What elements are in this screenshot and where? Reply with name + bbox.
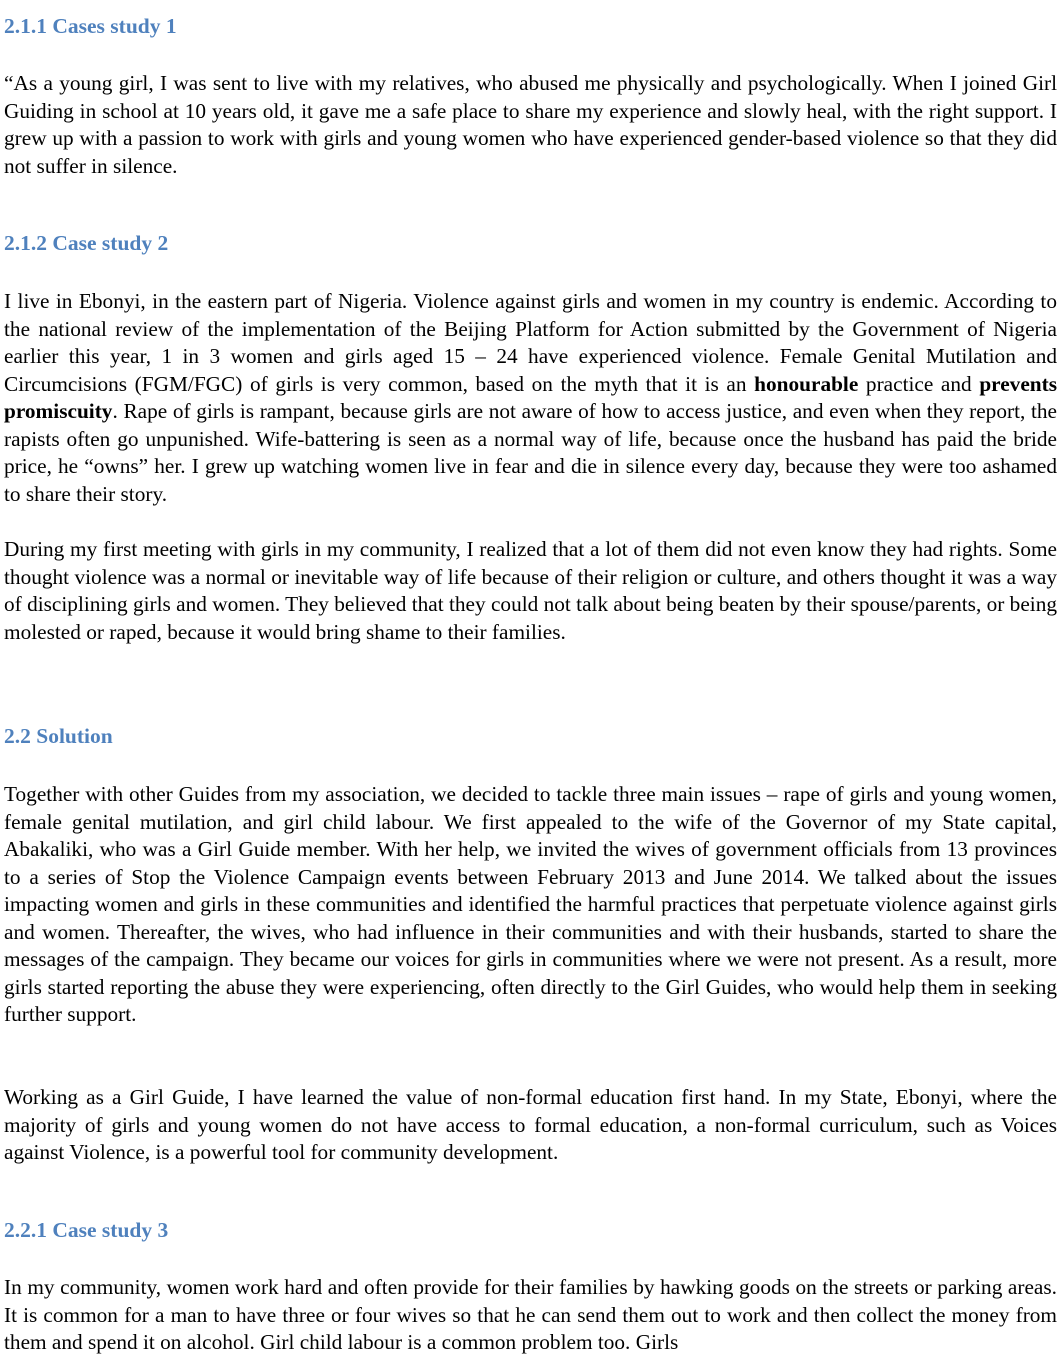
paragraph-solution-b: Working as a Girl Guide, I have learned the value of non-formal education first hand. In my State, Ebonyi, where the majority of girls and young women do not have access to formal education, a non-formal curriculum, such as Voices against Violence, is a powerful tool for community development. bbox=[4, 1085, 1057, 1164]
heading-case-study-2: 2.1.2 Case study 2 bbox=[4, 231, 169, 255]
heading-case-study-3: 2.2.1 Case study 3 bbox=[4, 1218, 169, 1242]
paragraph-solution-a: Together with other Guides from my association, we decided to tackle three main issues – rape of girls and young women, female genital mutilation, and girl child labour. We first appealed to the wife of the Governor of my State capital, Abakaliki, who was a Girl Guide member. With her help, we invited the wives of government officials from 13 provinces to a series of Stop the Violence Campaign events between February 2013 and June 2014. We talked about the issues impacting women and girls in these communities and identified the harmful practices that perpetuate violence against girls and women. Thereafter, the wives, who had influence in their communities and with their husbands, started to share the messages of the campaign. They became our voices for girls in communities where we were not present. As a result, more girls started reporting the abuse they were experiencing, often directly to the Girl Guides, who would help them in seeking further support. bbox=[4, 782, 1057, 1026]
paragraph-case-study-2-b: During my first meeting with girls in my community, I realized that a lot of them did not even know they had rights. Some thought violence was a normal or inevitable way of life because of their religion or culture, and others thought it was a way of disciplining girls and women. They believed that they could not talk about being beaten by their spouse/parents, or being molested or raped, because it would bring shame to their families. bbox=[4, 537, 1057, 644]
paragraph-case-study-3: In my community, women work hard and often provide for their families by hawking goods on the streets or parking areas. It is common for a man to have three or four wives so that he can send them out to work and then collect the money from them and spend it on alcohol. Girl child labour is a common problem too. Girls bbox=[4, 1275, 1057, 1354]
heading-case-study-1: 2.1.1 Cases study 1 bbox=[4, 14, 177, 38]
bold-prevents-promiscuity: prevents promiscuity bbox=[4, 371, 1058, 423]
text-run: practice and bbox=[858, 371, 980, 396]
bold-honourable: honourable bbox=[754, 371, 859, 396]
paragraph-case-study-2-a bbox=[4, 288, 1057, 508]
heading-solution: 2.2 Solution bbox=[4, 724, 113, 748]
text-run: I live in Ebonyi, in the eastern part of Nigeria. Violence against girls and women in my country is endemic. According to the national review of the implementation of the Beijing Platform for Action submitted by the Government of Nigeria earlier this year, 1 in 3 women and girls aged 15 – 24 have experienced violence. Female Genital Mutilation and Circumcisions (FGM/FGC) of girls is very common, based on the myth that it is an bbox=[4, 289, 1057, 396]
text-run: . Rape of girls is rampant, because girls are not aware of how to access justice, and even when they report, the rapists often go unpunished. Wife-battering is seen as a normal way of life, because once the husband has paid the bride price, he “owns” her. I grew up watching women live in fear and die in silence every day, because they were too ashamed to share their story. bbox=[4, 399, 1057, 506]
paragraph-case-study-1: “As a young girl, I was sent to live with my relatives, who abused me physically and psychologically. When I joined Girl Guiding in school at 10 years old, it gave me a safe place to share my experience and slowly heal, with the right support. I grew up with a passion to work with girls and young women who have experienced gender-based violence so that they did not suffer in silence. bbox=[4, 71, 1057, 178]
